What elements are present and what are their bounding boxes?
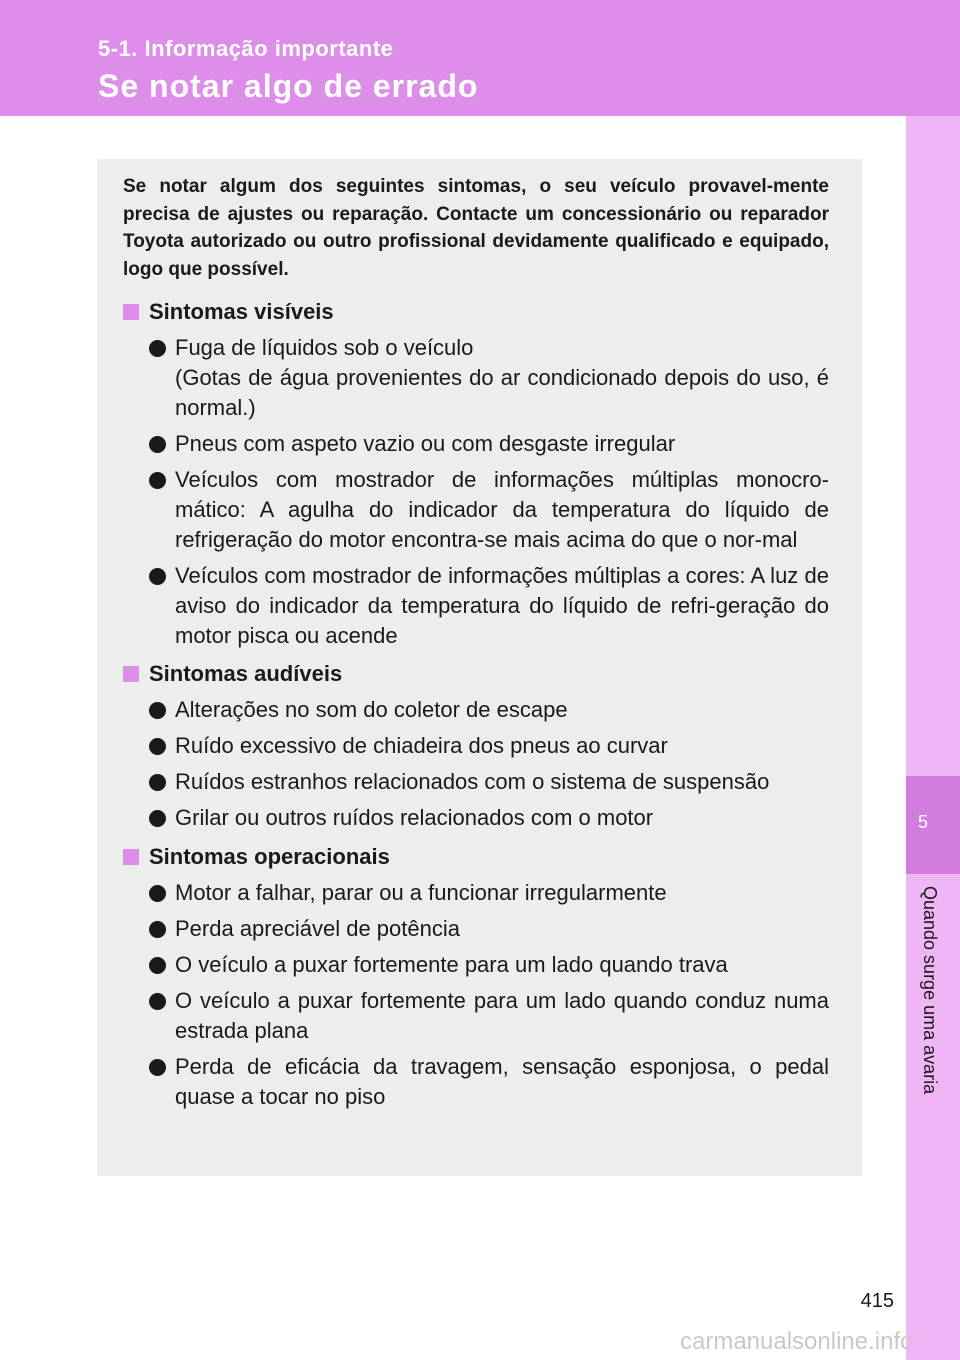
bullet-dot-icon xyxy=(149,810,166,827)
list-item xyxy=(123,1052,829,1112)
list-item-note: (Gotas de água provenientes do ar condicionado depois do uso, é normal.) xyxy=(175,365,829,420)
bullet-dot-icon xyxy=(149,340,166,357)
list-item xyxy=(123,561,829,651)
list-item xyxy=(123,465,829,555)
section-heading-label: Sintomas operacionais xyxy=(149,844,390,869)
list-item-text: Grilar ou outros ruídos relacionados com o motor xyxy=(175,805,654,830)
list-item-text: Motor a falhar, parar ou a funcionar irregularmente xyxy=(175,880,667,905)
section-heading-label: Sintomas visíveis xyxy=(149,299,334,324)
list-item-text: Ruídos estranhos relacionados com o sistema de suspensão xyxy=(175,769,770,794)
square-bullet-icon xyxy=(123,849,139,865)
section-heading-operational xyxy=(123,842,829,872)
side-tab xyxy=(906,116,960,1360)
list-item-text: Alterações no som do coletor de escape xyxy=(175,697,568,722)
list-item-text: Perda apreciável de potência xyxy=(175,916,460,941)
list-item-text: O veículo a puxar fortemente para um lado quando trava xyxy=(175,952,728,977)
list-item-text: O veículo a puxar fortemente para um lado quando conduz numa estrada plana xyxy=(175,988,829,1043)
intro-paragraph: Se notar algum dos seguintes sintomas, o seu veículo provavel-mente precisa de ajustes ou reparação. Contacte um concessionário ou reparador Toyota autorizado ou outro profissional devidamente qualificado e equipado, logo que possível. xyxy=(123,176,829,280)
section-heading-audible xyxy=(123,659,829,689)
square-bullet-icon xyxy=(123,666,139,682)
chapter-title-vertical: Quando surge uma avaria xyxy=(920,886,940,1095)
list-item xyxy=(123,429,829,459)
section-label: 5-1. Informação importante xyxy=(98,36,394,61)
bullet-dot-icon xyxy=(149,702,166,719)
bullet-dot-icon xyxy=(149,993,166,1010)
square-bullet-icon xyxy=(123,304,139,320)
page-header xyxy=(0,0,960,116)
list-item-text: Pneus com aspeto vazio ou com desgaste irregular xyxy=(175,431,676,456)
bullet-dot-icon xyxy=(149,957,166,974)
section-heading-label: Sintomas audíveis xyxy=(149,661,343,686)
list-item xyxy=(123,731,829,761)
bullet-dot-icon xyxy=(149,885,166,902)
list-item-text: Fuga de líquidos sob o veículo xyxy=(175,335,474,360)
list-item xyxy=(123,986,829,1046)
page-number: 415 xyxy=(860,1290,894,1312)
list-item xyxy=(123,695,829,725)
watermark: carmanualsonline.info xyxy=(680,1328,914,1355)
bullet-dot-icon xyxy=(149,568,166,585)
bullet-dot-icon xyxy=(149,1059,166,1076)
list-item xyxy=(123,914,829,944)
list-item-text: Perda de eficácia da travagem, sensação esponjosa, o pedal quase a tocar no piso xyxy=(175,1054,829,1109)
bullet-dot-icon xyxy=(149,472,166,489)
page-title: Se notar algo de errado xyxy=(98,68,479,104)
list-item xyxy=(123,803,829,833)
section-heading-visible xyxy=(123,297,829,327)
chapter-number: 5 xyxy=(917,812,928,832)
bullet-dot-icon xyxy=(149,738,166,755)
list-item-text: Veículos com mostrador de informações múltiplas a cores: A luz de aviso do indicador da temperatura do líquido de refri-geração do motor pisca ou acende xyxy=(175,563,829,648)
list-item xyxy=(123,333,829,423)
list-item xyxy=(123,950,829,980)
bullet-dot-icon xyxy=(149,436,166,453)
list-item xyxy=(123,878,829,908)
list-item-text: Ruído excessivo de chiadeira dos pneus ao curvar xyxy=(175,733,668,758)
list-item xyxy=(123,767,829,797)
list-item-text: Veículos com mostrador de informações múltiplas monocro-mático: A agulha do indicador da temperatura do líquido de refrigeração do motor encontra-se mais acima do que o nor-mal xyxy=(175,467,829,552)
symptoms-box xyxy=(97,159,862,1176)
bullet-dot-icon xyxy=(149,921,166,938)
bullet-dot-icon xyxy=(149,774,166,791)
